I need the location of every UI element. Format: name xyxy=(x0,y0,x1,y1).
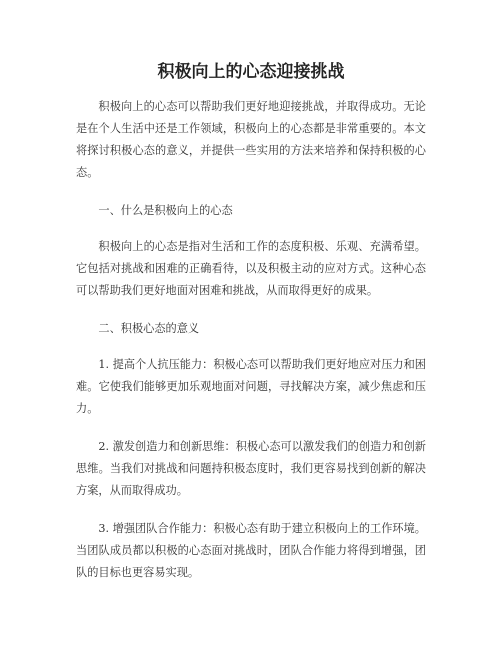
section-heading-2: 二、积极心态的意义 xyxy=(98,321,200,335)
definition-paragraph: 积极向上的心态是指对生活和工作的态度积极、乐观、充满希望。它包括对挑战和困难的正确看待，以及积极主动的应对方式。这种心态可以帮助我们更好地面对困难和挑战，从而取得更好的成果。 xyxy=(76,239,426,297)
list-item-1: 1. 提高个人抗压能力：积极心态可以帮助我们更好地应对压力和困难。它使我们能够更加乐观地面对问题，寻找解决方案，减少焦虑和压力。 xyxy=(76,357,426,415)
list-item-2: 2. 激发创造力和创新思维：积极心态可以激发我们的创造力和创新思维。当我们对挑战和问题持积极态度时，我们更容易找到创新的解决方案，从而取得成功。 xyxy=(76,439,426,497)
document-title: 积极向上的心态迎接挑战 xyxy=(157,62,345,82)
list-item-3: 3. 增强团队合作能力：积极心态有助于建立积极向上的工作环境。当团队成员都以积极的心态面对挑战时，团队合作能力将得到增强，团队的目标也更容易实现。 xyxy=(76,521,426,579)
section-heading-1: 一、什么是积极向上的心态 xyxy=(98,203,233,217)
intro-paragraph: 积极向上的心态可以帮助我们更好地迎接挑战，并取得成功。无论是在个人生活中还是工作领域，积极向上的心态都是非常重要的。本文将探讨积极心态的意义，并提供一些实用的方法来培养和保持积极的心态。 xyxy=(76,99,426,179)
